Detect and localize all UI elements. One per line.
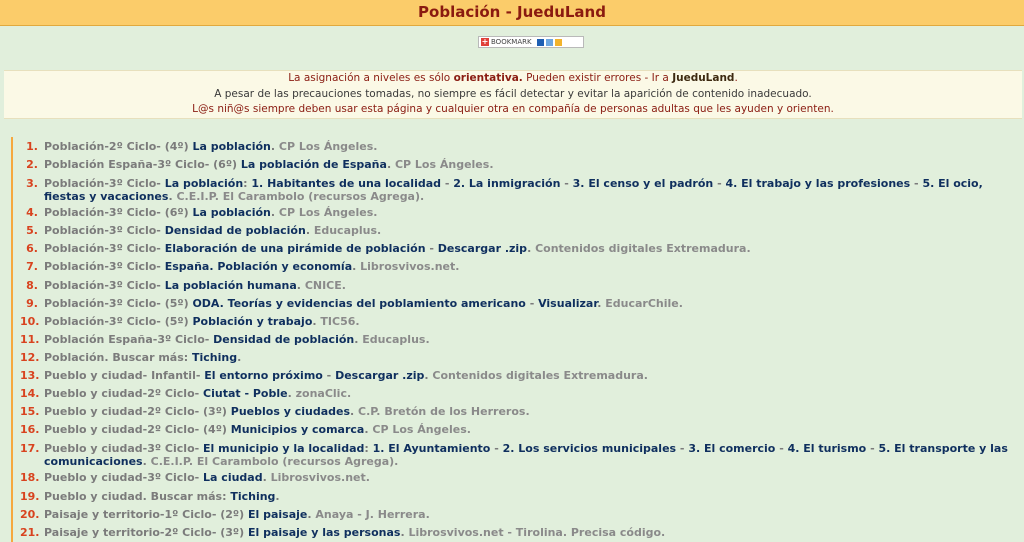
resource-text: . (270, 140, 276, 153)
list-item (20, 469, 1020, 487)
resource-source: C.E.I.P. El Carambolo (recursos Agrega). (146, 455, 399, 469)
item-number: 17. (20, 442, 40, 456)
resource-text: . (386, 158, 392, 172)
list-item (20, 385, 1020, 403)
digg-icon (546, 39, 553, 46)
resource-source: Educaplus. (310, 224, 382, 238)
list-item (20, 222, 1020, 240)
resource-text: Población-3º Ciclo- (44, 224, 165, 238)
list-item (20, 421, 1020, 439)
list-item (20, 204, 1020, 222)
resource-text: . (262, 471, 267, 485)
list-item (20, 258, 1020, 276)
resource-text: . (168, 190, 173, 204)
resource-text: Población España-3º Ciclo- (6º) (44, 158, 241, 172)
list-border (11, 137, 13, 542)
item-number: 1. (26, 140, 38, 153)
resource-link[interactable]: ODA. Teorías y evidencias del poblamiento americano (192, 296, 526, 310)
list-item (20, 506, 1020, 524)
resource-text: Población-2º Ciclo- (4º) (44, 140, 193, 153)
list-item (20, 295, 1020, 313)
resource-text: Pueblo y ciudad- Infantil- (44, 369, 205, 383)
resource-text: Paisaje y territorio-2º Ciclo- (3º) (44, 525, 248, 539)
resource-source: zonaClic. (291, 387, 352, 401)
resource-source: Contenidos digitales Extremadura. (428, 369, 648, 383)
resource-link[interactable]: El municipio y la localidad (203, 442, 365, 456)
resource-source: C.P. Bretón de los Herreros. (354, 405, 530, 419)
resource-source: Librosvivos.net. (356, 260, 460, 274)
resource-source: CP Los Ángeles. (275, 206, 378, 220)
resource-text: - (676, 442, 689, 456)
resource-link[interactable]: Descargar .zip (437, 242, 528, 256)
resource-text: Pueblo y ciudad-2º Ciclo- (44, 387, 204, 401)
resource-source: CP Los Ángeles. (275, 140, 378, 153)
resource-text: - (490, 442, 503, 456)
list-item (20, 349, 1020, 367)
list-item (20, 403, 1020, 421)
item-number: 7. (26, 260, 38, 274)
bookmark-label: BOOKMARK (491, 38, 532, 46)
item-number: 16. (20, 423, 40, 437)
resource-text: . (237, 350, 242, 364)
bookmark-button[interactable] (478, 36, 584, 48)
resource-link[interactable]: Tiching (230, 489, 276, 503)
resource-text: Población-3º Ciclo- (6º) (44, 206, 193, 220)
resource-text: Población-3º Ciclo- (44, 242, 165, 256)
resource-text: - (441, 177, 454, 191)
item-number: 15. (20, 405, 40, 419)
resource-link[interactable]: 4. El trabajo y las profesiones (725, 177, 911, 191)
item-number: 20. (20, 507, 40, 521)
list-item (20, 331, 1020, 349)
resource-link[interactable]: La ciudad (203, 471, 263, 485)
resource-link[interactable]: La población (192, 206, 271, 220)
item-number: 5. (26, 224, 38, 238)
resource-text: . (296, 278, 301, 292)
resource-link[interactable]: Descargar .zip (335, 369, 425, 383)
resource-text: - (775, 442, 788, 456)
resource-link[interactable]: Población y trabajo (192, 314, 313, 328)
jueduland-link[interactable]: JueduLand (672, 72, 735, 84)
resource-text: - (910, 177, 923, 191)
list-item (20, 277, 1020, 295)
item-number: 13. (20, 369, 40, 383)
star-icon (555, 39, 562, 46)
resource-text: . (287, 387, 292, 401)
resource-link[interactable]: Densidad de población (164, 224, 306, 238)
resource-text: Pueblo y ciudad-3º Ciclo- (44, 442, 204, 456)
notice-line-3: L@s niñ@s siempre deben usar esta página y cualquier otra en compañía de personas adultas que les ayuden y orienten. (192, 103, 834, 115)
resource-text: - (713, 177, 726, 191)
item-number: 9. (26, 296, 38, 310)
resource-source: Librosvivos.net - Tirolina. Precisa código. (404, 525, 666, 539)
resource-text: . (352, 260, 357, 274)
resource-text: Pueblo y ciudad-2º Ciclo- (4º) (44, 423, 231, 437)
resource-text: Población-3º Ciclo- (44, 278, 165, 292)
notice-bold: orientativa. (453, 72, 523, 84)
list-item (20, 138, 1020, 156)
resource-source: CP Los Ángeles. (368, 423, 471, 437)
resource-text: Población. Buscar más: (44, 350, 192, 364)
resource-link[interactable]: 2. Los servicios municipales (502, 442, 677, 456)
resource-link[interactable]: El paisaje y las personas (247, 525, 401, 539)
resource-link[interactable]: La población humana (164, 278, 297, 292)
resource-text: : (243, 177, 252, 191)
resource-source: TIC56. (316, 314, 360, 328)
item-number: 4. (26, 206, 38, 220)
resource-link[interactable]: Tiching (192, 350, 238, 364)
resource-link[interactable]: España. Población y economía (164, 260, 353, 274)
item-number: 11. (20, 332, 40, 346)
resource-text: . (364, 423, 369, 437)
notice-line-2: A pesar de las precauciones tomadas, no siempre es fácil detectar y evitar la aparición de contenido inadecuado. (214, 87, 812, 100)
resource-text: - (560, 177, 573, 191)
resource-link[interactable]: La población de España (240, 158, 387, 172)
resource-source: Contenidos digitales Extremadura. (531, 242, 751, 256)
resource-text: - (866, 442, 879, 456)
resource-text: . (354, 332, 359, 346)
resource-link[interactable]: 5. El ocio, fiestas y vacaciones (44, 177, 983, 204)
resource-text: . (305, 224, 310, 238)
item-number: 19. (20, 489, 40, 503)
resource-text: Pueblo y ciudad-3º Ciclo- (44, 471, 204, 485)
resource-text: . (400, 525, 405, 539)
resource-text: . (270, 206, 276, 220)
list-item (20, 439, 1020, 469)
resource-text: . (597, 296, 602, 310)
resource-link[interactable]: Pueblos y ciudades (230, 405, 350, 419)
resource-text: Población España-3º Ciclo- (44, 332, 214, 346)
resource-source: Anaya - J. Herrera. (311, 507, 430, 521)
list-item (20, 240, 1020, 258)
resource-list (20, 138, 1020, 542)
resource-text: - (322, 369, 336, 383)
resource-text: . (424, 369, 429, 383)
resource-link[interactable]: Elaboración de una pirámide de población (164, 242, 426, 256)
notice-box (4, 70, 1022, 119)
resource-link[interactable]: El entorno próximo (204, 369, 323, 383)
plus-icon: + (481, 37, 489, 46)
resource-text: . (142, 455, 147, 469)
resource-text: Pueblo y ciudad-2º Ciclo- (3º) (44, 405, 231, 419)
resource-link[interactable]: 3. El comercio (688, 442, 776, 456)
resource-source: EducarChile. (601, 296, 683, 310)
resource-text: - (525, 296, 539, 310)
resource-source: CNICE. (300, 278, 346, 292)
list-item (20, 367, 1020, 385)
item-number: 10. (20, 314, 40, 328)
resource-link[interactable]: La población (192, 140, 271, 153)
item-number: 12. (20, 350, 40, 364)
list-item (20, 524, 1020, 542)
resource-link[interactable]: 2. La inmigración (453, 177, 561, 191)
resource-text: Población-3º Ciclo- (44, 260, 165, 274)
resource-text: Pueblo y ciudad. Buscar más: (44, 489, 231, 503)
resource-link[interactable]: 3. El censo y el padrón (572, 177, 714, 191)
share-icons (537, 39, 562, 46)
resource-text: . (527, 242, 532, 256)
resource-source: C.E.I.P. El Carambolo (recursos Agrega). (172, 190, 425, 204)
resource-link[interactable]: 1. Habitantes de una localidad (251, 177, 442, 191)
item-number: 21. (20, 525, 40, 539)
resource-link[interactable]: El paisaje (247, 507, 308, 521)
list-item (20, 488, 1020, 506)
item-number: 3. (26, 177, 38, 191)
resource-link[interactable]: 4. El turismo (787, 442, 867, 456)
resource-text: : (364, 442, 373, 456)
resource-text: . (350, 405, 355, 419)
resource-text: Paisaje y territorio-1º Ciclo- (2º) (44, 507, 248, 521)
resource-source: Librosvivos.net. (266, 471, 370, 485)
delicious-icon (537, 39, 544, 46)
resource-text: Población-3º Ciclo- (44, 177, 165, 191)
resource-text: Población-3º Ciclo- (5º) (44, 296, 193, 310)
resource-link[interactable]: 1. El Ayuntamiento (372, 442, 491, 456)
list-item (20, 156, 1020, 174)
resource-link[interactable]: Municipios y comarca (230, 423, 365, 437)
resource-link[interactable]: Densidad de población (213, 332, 355, 346)
item-number: 14. (20, 387, 40, 401)
item-number: 6. (26, 242, 38, 256)
resource-text: . (312, 314, 317, 328)
resource-link[interactable]: Visualizar (538, 296, 598, 310)
page-title: Población - JueduLand (0, 0, 1024, 26)
resource-link[interactable]: Ciutat - Poble (203, 387, 288, 401)
resource-text: - (425, 242, 438, 256)
resource-text: . (275, 489, 280, 503)
item-number: 8. (26, 278, 38, 292)
resource-link[interactable]: La población (164, 177, 244, 191)
resource-link[interactable]: 5. El transporte y las comunicaciones (44, 442, 1008, 469)
resource-text: Población-3º Ciclo- (5º) (44, 314, 193, 328)
list-item (20, 174, 1020, 204)
resource-source: Educaplus. (358, 332, 430, 346)
list-item (20, 313, 1020, 331)
item-number: 18. (20, 471, 40, 485)
notice-line-1: La asignación a niveles es sólo orientativa. Pueden existir errores - Ir a JueduLand. (288, 72, 738, 84)
item-number: 2. (26, 158, 38, 172)
resource-text: . (307, 507, 312, 521)
resource-source: CP Los Ángeles. (391, 158, 494, 172)
